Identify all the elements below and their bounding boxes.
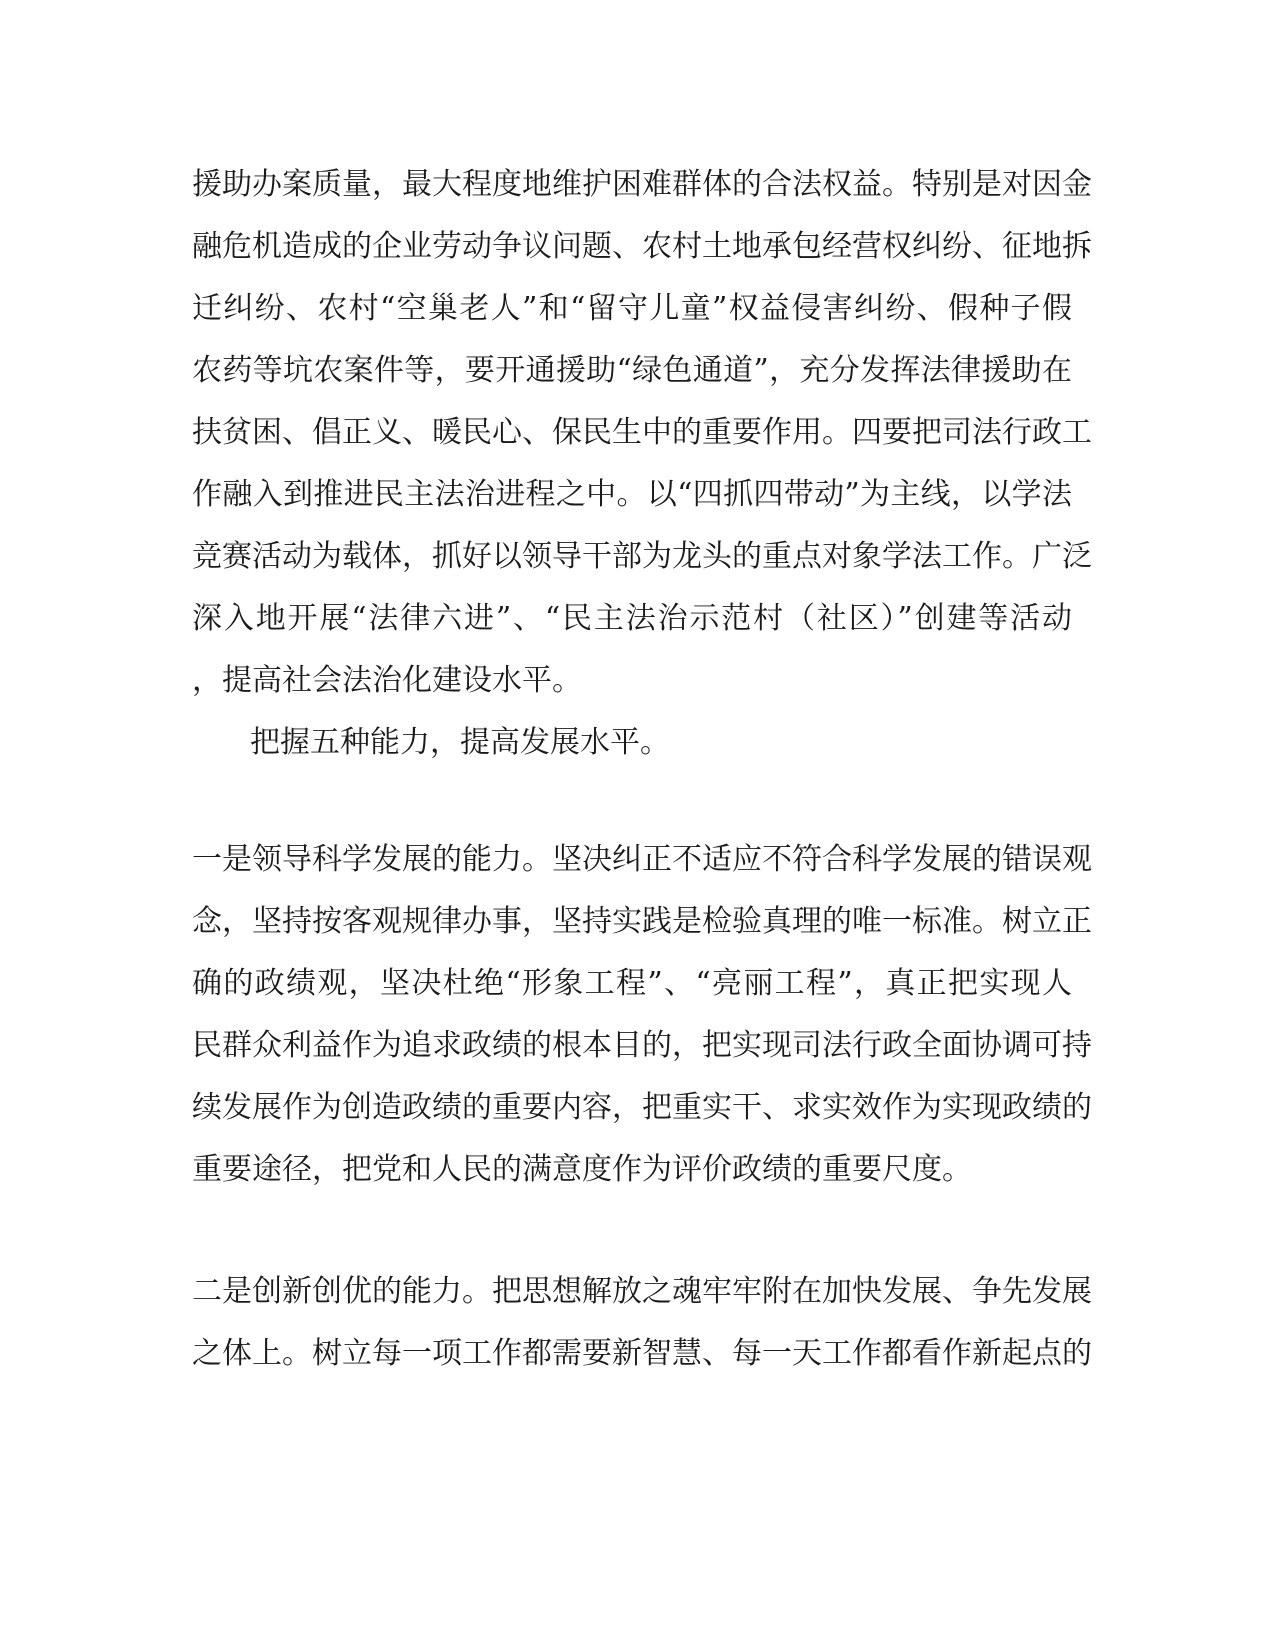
paragraph-2-line-1: 一是领导科学发展的能力。坚决纠正不适应不符合科学发展的错误观 [192,842,1092,877]
paragraph-1-line-2: 融危机造成的企业劳动争议问题、农村土地承包经营权纠纷、征地拆 [192,229,1092,264]
paragraph-1-line-8: 深入地开展“法律六进”、“民主法治示范村（社区）”创建等活动 [192,601,1072,636]
paragraph-1-line-5: 扶贫困、倡正义、暖民心、保民生中的重要作用。四要把司法行政工 [192,415,1092,450]
paragraph-3-line-2: 之体上。树立每一项工作都需要新智慧、每一天工作都看作新起点的 [192,1336,1092,1371]
paragraph-2-line-3: 确的政绩观，坚决杜绝“形象工程”、“亮丽工程”，真正把实现人 [192,966,1072,1001]
paragraph-1-line-7: 竞赛活动为载体，抓好以领导干部为龙头的重点对象学法工作。广泛 [192,539,1092,574]
section-heading: 把握五种能力，提高发展水平。 [250,725,670,760]
paragraph-3-line-1: 二是创新创优的能力。把思想解放之魂牢牢附在加快发展、争先发展 [192,1274,1092,1309]
paragraph-2-line-6: 重要途径，把党和人民的满意度作为评价政绩的重要尺度。 [192,1152,972,1187]
paragraph-2-line-2: 念，坚持按客观规律办事，坚持实践是检验真理的唯一标准。树立正 [192,904,1092,939]
paragraph-1-line-4: 农药等坑农案件等，要开通援助“绿色通道”，充分发挥法律援助在 [192,353,1072,388]
paragraph-1-line-9: ，提高社会法治化建设水平。 [192,663,582,698]
paragraph-1-line-3: 迁纠纷、农村“空巢老人”和“留守儿童”权益侵害纠纷、假种子假 [192,291,1072,326]
paragraph-2-line-4: 民群众利益作为追求政绩的根本目的，把实现司法行政全面协调可持 [192,1028,1092,1063]
paragraph-1-line-6: 作融入到推进民主法治进程之中。以“四抓四带动”为主线，以学法 [192,477,1072,512]
paragraph-2-line-5: 续发展作为创造政绩的重要内容，把重实干、求实效作为实现政绩的 [192,1090,1092,1125]
paragraph-1-line-1: 援助办案质量，最大程度地维护困难群体的合法权益。特别是对因金 [192,167,1092,202]
